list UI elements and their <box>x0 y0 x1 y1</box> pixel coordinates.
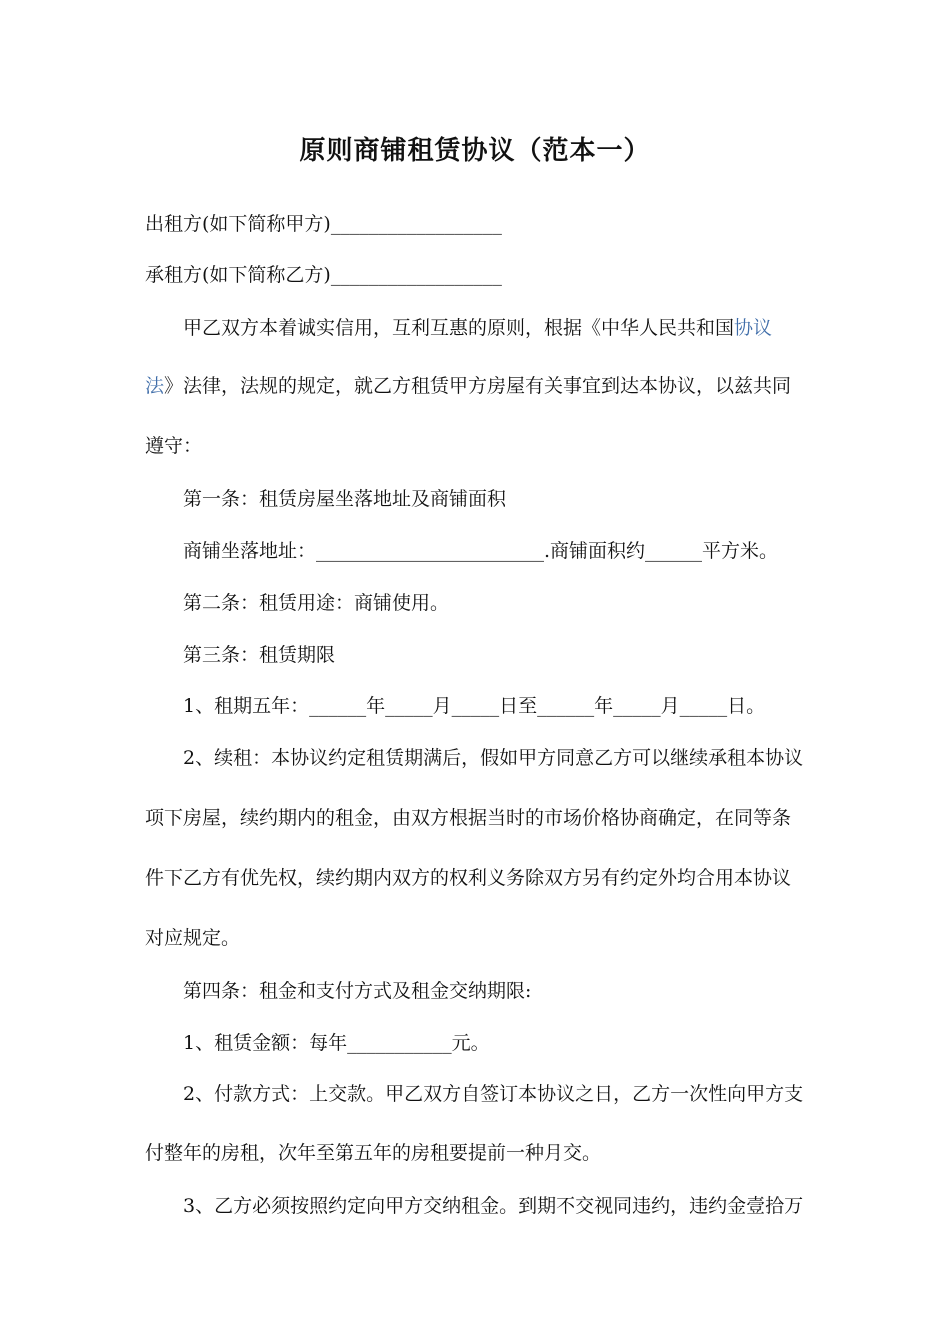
contract-law-link-continued[interactable]: 法 <box>145 375 165 397</box>
article-4-item-1: 1、租赁金额：每年___________元。 <box>183 1032 490 1054</box>
article-3-item-2-line: 件下乙方有优先权，续约期内双方的权利义务除双方另有约定外均合用本协议 <box>145 867 792 889</box>
article-3-item-2-line: 2、续租：本协议约定租赁期满后，假如甲方同意乙方可以继续承租本协议 <box>183 747 804 769</box>
lessor-line: 出租方(如下简称甲方)__________________ <box>145 213 502 235</box>
preamble-line-3: 遵守： <box>145 435 203 457</box>
preamble-text: 甲乙双方本着诚实信用，互利互惠的原则，根据《中华人民共和国 <box>183 317 735 339</box>
article-4-heading: 第四条：租金和支付方式及租金交纳期限: <box>183 980 532 1002</box>
document-title: 原则商铺租赁协议（范本一） <box>299 136 651 166</box>
article-3-item-2-line: 对应规定。 <box>145 927 241 949</box>
article-4-item-2-line: 付整年的房租，次年至第五年的房租要提前一种月交。 <box>145 1142 602 1164</box>
article-3-item-2-line: 项下房屋，续约期内的租金，由双方根据当时的市场价格协商确定，在同等条 <box>145 807 792 829</box>
preamble-text: 》法律，法规的规定，就乙方租赁甲方房屋有关事宜到达本协议，以兹共同 <box>164 375 792 397</box>
article-4-item-3-line: 3、乙方必须按照约定向甲方交纳租金。到期不交视同违约，违约金壹拾万 <box>183 1195 804 1217</box>
article-3-item-1: 1、租期五年：______年_____月_____日至______年_____月_____日。 <box>183 695 766 717</box>
preamble-line-1 <box>183 315 772 341</box>
article-1-address: 商铺坐落地址：________________________.商铺面积约______平方米。 <box>183 540 779 562</box>
article-1-heading: 第一条：租赁房屋坐落地址及商铺面积 <box>183 488 507 510</box>
contract-law-link[interactable]: 协议 <box>734 317 773 339</box>
article-4-item-2-line: 2、付款方式：上交款。甲乙双方自签订本协议之日，乙方一次性向甲方支 <box>183 1083 804 1105</box>
article-2-heading: 第二条：租赁用途：商铺使用。 <box>183 592 450 614</box>
lessee-line: 承租方(如下简称乙方)__________________ <box>145 264 502 286</box>
preamble-line-2 <box>145 373 791 399</box>
article-3-heading: 第三条：租赁期限 <box>183 644 336 666</box>
